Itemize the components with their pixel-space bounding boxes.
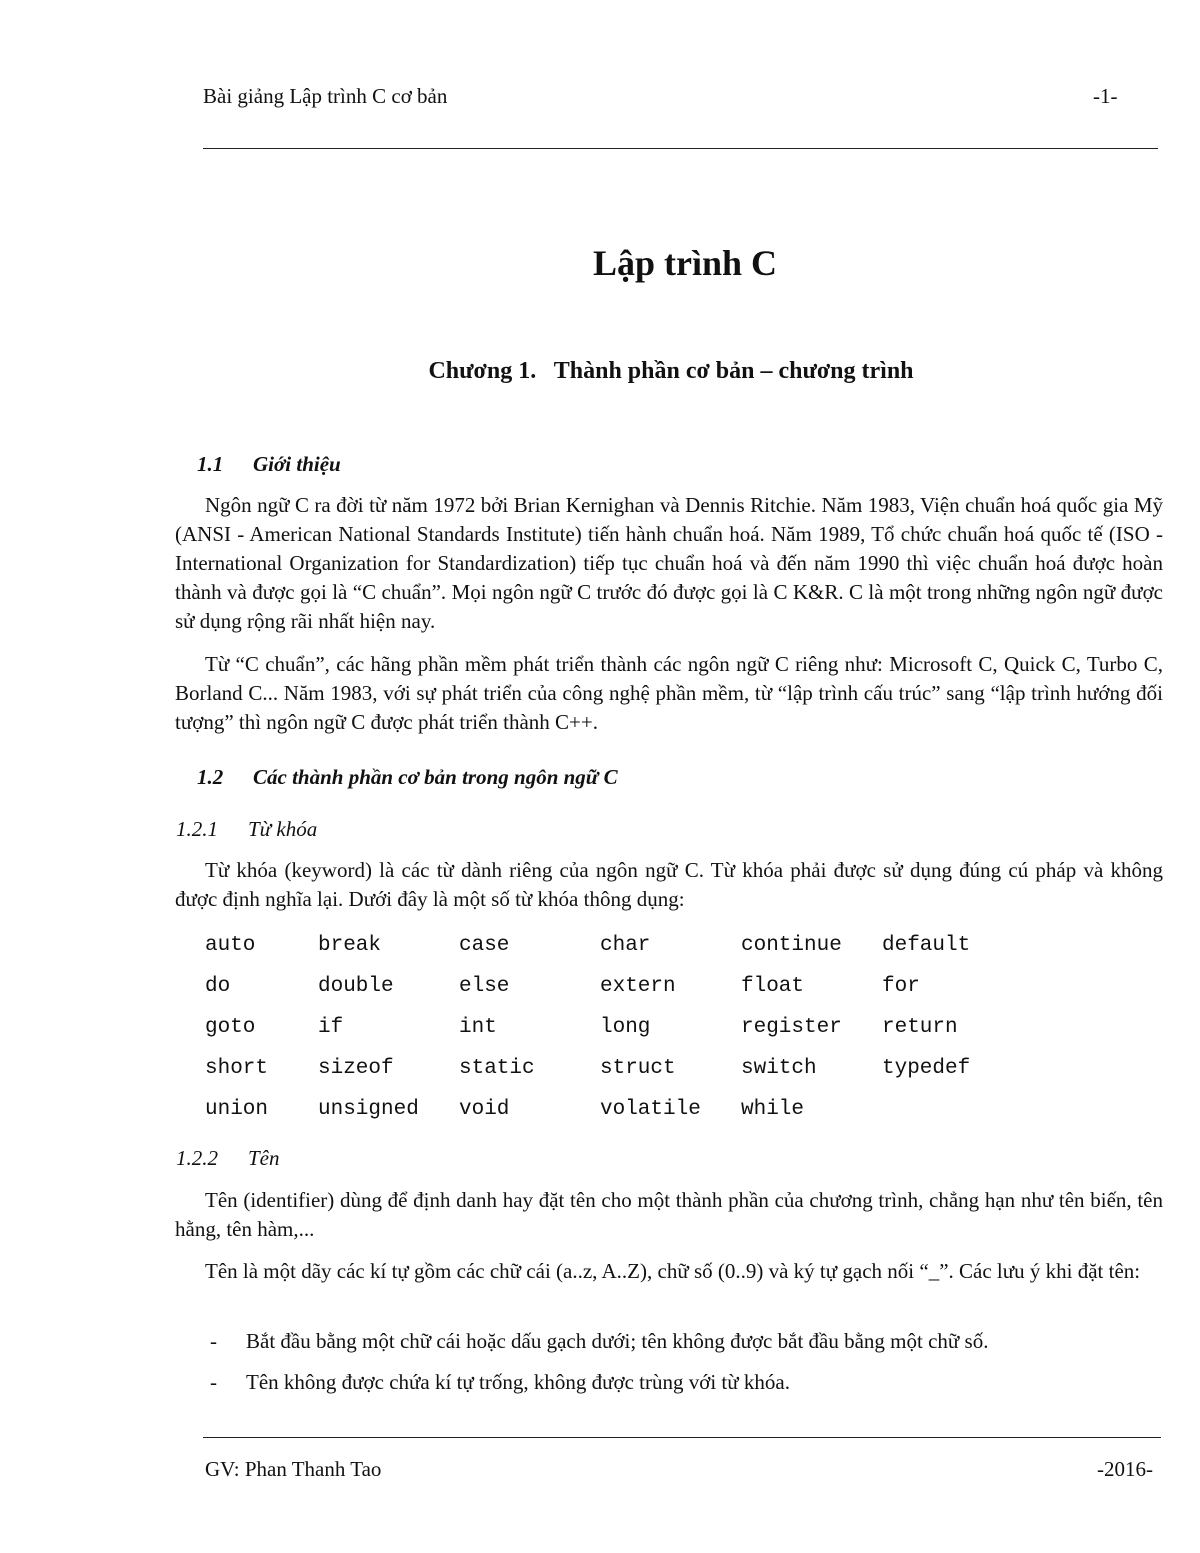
bullet-dash: -: [210, 1329, 217, 1353]
keyword-cell: else: [459, 975, 510, 998]
document-title: Lập trình C: [592, 243, 778, 283]
keyword-cell: while: [741, 1098, 805, 1121]
list-item: [210, 1370, 790, 1395]
header-page-number: -1-: [1093, 84, 1118, 108]
section-heading-1-1: [197, 452, 341, 477]
section-number: 1.2: [197, 765, 224, 789]
keyword-cell: do: [205, 975, 231, 998]
keyword-row: [205, 966, 1023, 1007]
keyword-row: [205, 1089, 1023, 1130]
keyword-cell: goto: [205, 1016, 256, 1039]
list-item: [210, 1329, 988, 1354]
keyword-cell: continue: [741, 934, 842, 957]
list-item-text: Tên không được chứa kí tự trống, không được trùng với từ khóa.: [246, 1370, 790, 1394]
keyword-cell: typedef: [882, 1057, 971, 1080]
keyword-cell: auto: [205, 934, 256, 957]
keyword-cell: char: [600, 934, 651, 957]
keyword-cell: volatile: [600, 1098, 701, 1121]
keyword-cell: float: [741, 975, 805, 998]
list-item-text: Bắt đầu bằng một chữ cái hoặc dấu gạch dưới; tên không được bắt đầu bằng một chữ số.: [246, 1329, 989, 1353]
header-rule: [203, 148, 1158, 149]
section-title: Giới thiệu: [253, 452, 341, 476]
keyword-cell: sizeof: [318, 1057, 394, 1080]
footer-year: -2016-: [1097, 1457, 1153, 1481]
subsection-number: 1.2.2: [176, 1146, 218, 1170]
intro-paragraph-2: Từ “C chuẩn”, các hãng phần mềm phát triển thành các ngôn ngữ C riêng như: Microsoft C, Quick C, Turbo C, Borland C... Năm 1983, với sự phát triển của công nghệ phần mềm, từ “lập trình cấu trúc” sang “lập trình hướng đối tượng” thì ngôn ngữ C được phát triển thành C++.: [175, 652, 1163, 734]
keyword-cell: return: [882, 1016, 958, 1039]
keyword-cell: case: [459, 934, 510, 957]
keyword-cell: static: [459, 1057, 535, 1080]
subsection-number: 1.2.1: [176, 817, 218, 841]
subsection-heading-1-2-1: [176, 817, 317, 842]
identifier-paragraph-2: Tên là một dãy các kí tự gồm các chữ cái (a..z, A..Z), chữ số (0..9) và ký tự gạch nối “_”. Các lưu ý khi đặt tên:: [205, 1259, 1141, 1283]
keyword-cell: long: [600, 1016, 651, 1039]
section-number: 1.1: [197, 452, 224, 476]
subsection-title: Từ khóa: [248, 817, 318, 841]
identifier-paragraph-1: Tên (identifier) dùng để định danh hay đặt tên cho một thành phần của chương trình, chẳng hạn như tên biến, tên hằng, tên hàm,...: [175, 1188, 1163, 1241]
keyword-cell: register: [741, 1016, 842, 1039]
keyword-row: [205, 925, 1023, 966]
keyword-cell: switch: [741, 1057, 817, 1080]
keyword-cell: short: [205, 1057, 269, 1080]
keyword-cell: double: [318, 975, 394, 998]
keyword-cell: struct: [600, 1057, 676, 1080]
footer-rule: [203, 1437, 1161, 1438]
footer-author: GV: Phan Thanh Tao: [205, 1457, 382, 1481]
keyword-cell: union: [205, 1098, 269, 1121]
header-title: Bài giảng Lập trình C cơ bản: [203, 84, 448, 108]
keyword-cell: if: [318, 1016, 344, 1039]
section-heading-1-2: [197, 765, 618, 790]
subsection-title: Tên: [248, 1146, 280, 1170]
keyword-paragraph: Từ khóa (keyword) là các từ dành riêng của ngôn ngữ C. Từ khóa phải được sử dụng đúng cú pháp và không được định nghĩa lại. Dưới đây là một số từ khóa thông dụng:: [175, 858, 1163, 911]
chapter-heading: Chương 1. Thành phần cơ bản – chương trình: [428, 358, 914, 384]
section-title: Các thành phần cơ bản trong ngôn ngữ C: [253, 765, 618, 789]
keyword-cell: unsigned: [318, 1098, 419, 1121]
keyword-table: [205, 925, 1023, 1130]
keyword-cell: int: [459, 1016, 497, 1039]
keyword-cell: extern: [600, 975, 676, 998]
keyword-row: [205, 1048, 1023, 1089]
keyword-row: [205, 1007, 1023, 1048]
intro-paragraph-1: Ngôn ngữ C ra đời từ năm 1972 bởi Brian Kernighan và Dennis Ritchie. Năm 1983, Viện chuẩn hoá quốc gia Mỹ (ANSI - American National Standards Institute) tiến hành chuẩn hoá. Năm 1989, Tổ chức chuẩn hoá quốc tế (ISO - International Organization for Standardization) tiếp tục chuẩn hoá và đến năm 1990 thì việc chuẩn hoá được hoàn thành và được gọi là “C chuẩn”. Mọi ngôn ngữ C trước đó được gọi là C K&R. C là một trong những ngôn ngữ được sử dụng rộng rãi nhất hiện nay.: [175, 493, 1163, 633]
bullet-dash: -: [210, 1370, 217, 1394]
keyword-cell: for: [882, 975, 920, 998]
keyword-cell: default: [882, 934, 971, 957]
keyword-cell: break: [318, 934, 382, 957]
keyword-cell: void: [459, 1098, 510, 1121]
subsection-heading-1-2-2: [176, 1146, 280, 1171]
